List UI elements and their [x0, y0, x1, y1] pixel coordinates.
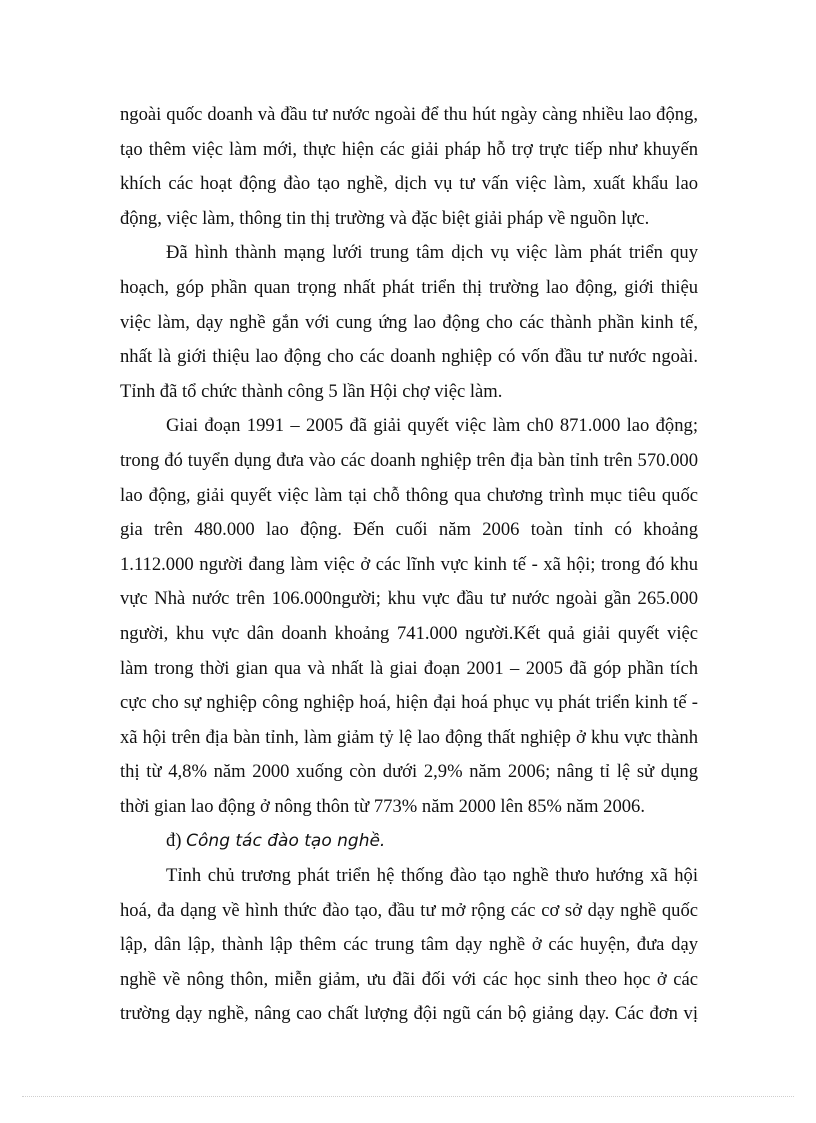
text-line: thị từ 4,8% năm 2000 xuống còn dưới 2,9% năm 2006; nâng tỉ lệ sử dụng: [120, 761, 698, 783]
text-line: việc làm, dạy nghề gắn với cung ứng lao động cho các thành phần kinh tế,: [120, 311, 698, 333]
text-line: người, khu vực dân doanh khoảng 741.000 người.Kết quả giải quyết việc: [120, 622, 698, 644]
text-line: gia trên 480.000 lao động. Đến cuối năm 2006 toàn tỉnh có khoảng: [120, 519, 698, 541]
text-line: hoá, đa dạng về hình thức đào tạo, đầu tư mở rộng các cơ sở dạy nghề quốc: [120, 899, 698, 921]
text-line: tạo thêm việc làm mới, thực hiện các giải pháp hỗ trợ trực tiếp như khuyến: [120, 138, 698, 160]
text-line: Tỉnh đã tổ chức thành công 5 lần Hội chợ việc làm.: [120, 380, 503, 402]
text-line: trường dạy nghề, nâng cao chất lượng đội ngũ cán bộ giảng dạy. Các đơn vị: [120, 1003, 698, 1025]
section-heading-label: Công tác đào tạo nghề.: [186, 831, 386, 852]
text-line: nhất là giới thiệu lao động cho các doanh nghiệp có vốn đầu tư nước ngoài.: [120, 346, 698, 368]
text-line: vực Nhà nước trên 106.000người; khu vực đầu tư nước ngoài gần 265.000: [120, 588, 698, 610]
text-line: Giai đoạn 1991 – 2005 đã giải quyết việc làm ch0 871.000 lao động;: [166, 415, 698, 437]
paragraph-4: [120, 859, 698, 1032]
text-line: lao động, giải quyết việc làm tại chỗ thông qua chương trình mục tiêu quốc: [120, 484, 698, 506]
text-line: 1.112.000 người đang làm việc ở các lĩnh vực kinh tế - xã hội; trong đó khu: [120, 553, 698, 575]
footer-divider: [22, 1096, 794, 1097]
text-line: động, việc làm, thông tin thị trường và đặc biệt giải pháp về nguồn lực.: [120, 207, 650, 229]
text-line: lập, dân lập, thành lập thêm các trung tâm dạy nghề ở các huyện, đưa dạy: [120, 934, 698, 956]
section-heading-prefix: đ): [166, 830, 182, 852]
paragraph-1: [120, 98, 698, 236]
text-line: làm trong thời gian qua và nhất là giai đoạn 2001 – 2005 đã góp phần tích: [120, 657, 698, 679]
paragraph-3: [120, 409, 698, 824]
text-line: trong đó tuyển dụng đưa vào các doanh nghiệp trên địa bàn tỉnh trên 570.000: [120, 449, 698, 471]
text-line: khích các hoạt động đào tạo nghề, dịch vụ tư vấn việc làm, xuất khẩu lao: [120, 173, 698, 195]
document-body: [120, 98, 698, 1032]
paragraph-2: [120, 236, 698, 409]
text-line: hoạch, góp phần quan trọng nhất phát triển thị trường lao động, giới thiệu: [120, 276, 698, 298]
text-line: ngoài quốc doanh và đầu tư nước ngoài để thu hút ngày càng nhiều lao động,: [120, 104, 698, 125]
text-line: Đã hình thành mạng lưới trung tâm dịch vụ việc làm phát triển quy: [166, 242, 698, 264]
text-line: xã hội trên địa bàn tỉnh, làm giảm tỷ lệ lao động thất nghiệp ở khu vực thành: [120, 726, 698, 748]
text-line: Tỉnh chủ trương phát triển hệ thống đào tạo nghề thưo hướng xã hội: [166, 865, 698, 887]
section-heading: [120, 824, 698, 859]
text-line: thời gian lao động ở nông thôn từ 773% năm 2000 lên 85% năm 2006.: [120, 795, 646, 817]
text-line: nghề về nông thôn, miễn giảm, ưu đãi đối với các học sinh theo học ở các: [120, 968, 698, 990]
text-line: cực cho sự nghiệp công nghiệp hoá, hiện đại hoá phục vụ phát triển kinh tế -: [120, 692, 698, 714]
